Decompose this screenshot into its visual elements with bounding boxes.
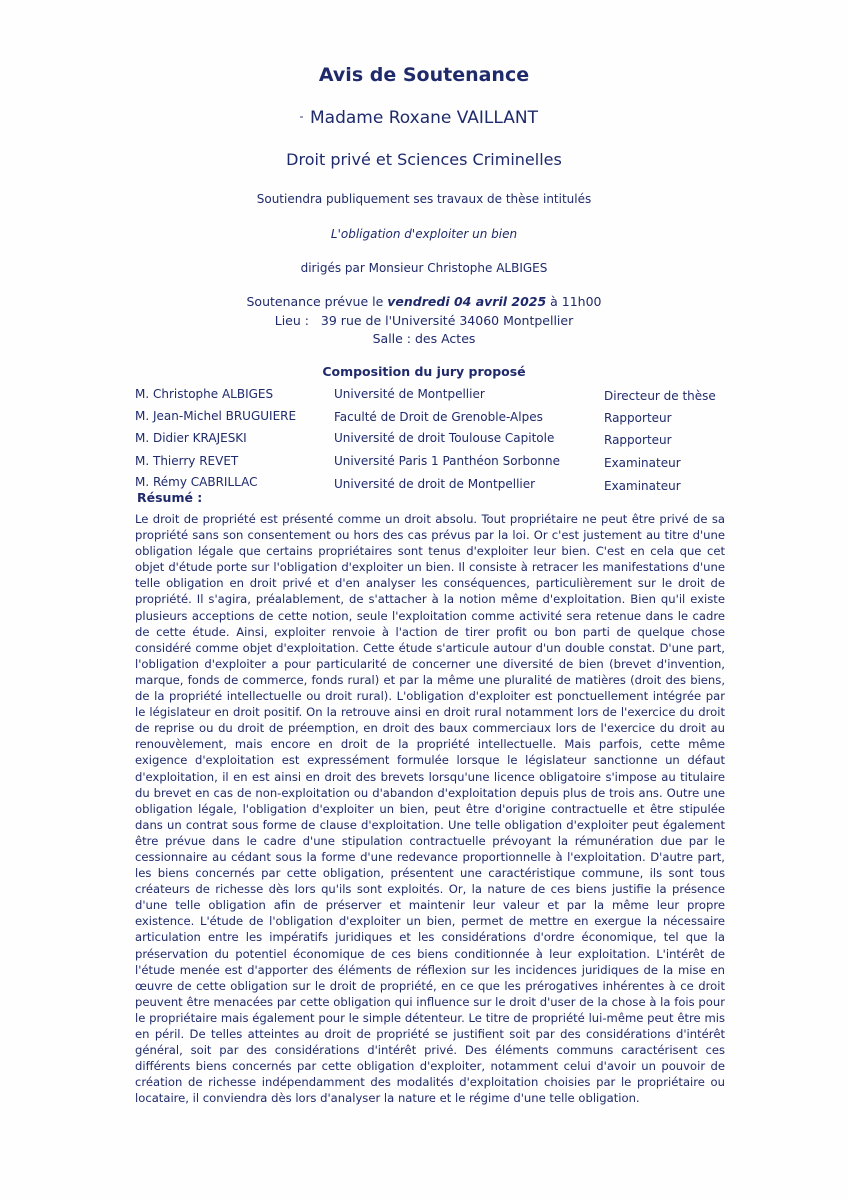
- jury-member-institution: Université de droit Toulouse Capitole: [334, 431, 555, 445]
- jury-member-name: M. Jean-Michel BRUGUIERE: [135, 409, 297, 423]
- jury-member-name: M. Didier KRAJESKI: [135, 431, 247, 445]
- jury-member: [0, 409, 848, 427]
- jury-member-institution: Université de Montpellier: [334, 387, 485, 401]
- jury-member-name: M. Thierry REVET: [135, 454, 239, 468]
- place-label: Lieu :: [274, 313, 309, 328]
- thesis-title: L'obligation d'exploiter un bien: [330, 227, 518, 241]
- place-address: 39 rue de l'Université 34060 Montpellier: [320, 313, 574, 328]
- jury-member: [0, 454, 848, 472]
- schedule-prefix: Soutenance prévue le: [246, 294, 388, 309]
- candidate-name: Madame Roxane VAILLANT: [309, 108, 538, 128]
- defense-room: Salle : des Actes: [372, 331, 476, 346]
- jury-member-role: Rapporteur: [604, 433, 672, 447]
- jury-member-institution: Université de droit de Montpellier: [334, 477, 536, 491]
- jury-member-institution: Faculté de Droit de Grenoble-Alpes: [334, 410, 543, 424]
- jury-member-role: Examinateur: [604, 456, 681, 470]
- jury-member-role: Rapporteur: [604, 411, 672, 425]
- thesis-intro: Soutiendra publiquement ses travaux de thèse intitulés: [256, 192, 592, 206]
- jury-member-role: Directeur de thèse: [604, 389, 716, 403]
- abstract-text: Le droit de propriété est présenté comme un droit absolu. Tout propriétaire ne peut être privé de sa propriété sans son consentement ou hors des cas prévus par la loi. Or c'est justement au titre d'une obligation légale que certains propriétaires sont tenus d'exploiter leur bien. C'est en cela que cet objet d'étude porte sur l'obligation d'exploiter un bien. Il consiste à retracer les manifestations d'une telle obligation en droit privé et d'en analyser les conséquences, particulièrement sur le droit de propriété. Il s'agira, préalablement, de s'attacher à la notion même d'exploitation. Bien qu'il existe plusieurs acceptions de cette notion, seule l'exploitation comme activité sera retenue dans le cadre de cette étude. Ainsi, exploiter renvoie à l'action de tirer profit ou bon parti de quelque chose considéré comme objet d'exploitation. Cette étude s'articule autour d'un double constat. D'une part, l'obligation d'exploiter a pour particularité de concerner une diversité de bien (brevet d'invention, marque, fonds de commerce, fonds rural) et par la même une pluralité de matières (droit des biens, de la propriété intellectuelle ou droit rural). L'obligation d'exploiter est ponctuellement intégrée par le législateur en droit positif. On la retrouve ainsi en droit rural notamment lors de l'exercice du droit de reprise ou du droit de préemption, en droit des baux commerciaux lors de l'exercice du droit au renouvèlement, mais encore en droit de la propriété intellectuelle. Mais parfois, cette même exigence d'exploitation est expressément formulée lorsque le législateur sanctionne un défaut d'exploitation, il en est ainsi en droit des brevets lorsqu'une licence obligatoire s'impose au titulaire du brevet en cas de non-exploitation ou d'abandon d'exploitation depuis plus de trois ans. Outre une obligation légale, l'obligation d'exploiter un bien, peut être d'origine contractuelle et être stipulée dans un contrat sous forme de clause d'exploitation. Une telle obligation d'exploiter peut également être prévue dans le cadre d'une stipulation contractuelle prévoyant la rémunération due par le cessionnaire au cédant sous la forme d'une redevance proportionnelle à l'exploitation. D'autre part, les biens concernés par cette obligation, présentent une caractéristique commune, ils sont tous créateurs de richesse dès lors qu'ils sont exploités. Or, la nature de ces biens justifie la présence d'une telle obligation afin de préserver et maintenir leur valeur et par la même leur propre existence. L'étude de l'obligation d'exploiter un bien, permet de mettre en exergue la nécessaire articulation entre les impératifs juridiques et les considérations d'ordre économique, tel que la préservation du potentiel économique de ces biens conditionnée à leur exploitation. L'intérêt de l'étude menée est d'apporter des éléments de réflexion sur les incidences juridiques de la mise en œuvre de cette obligation sur le droit de propriété, en ce que les prérogatives inhérentes à ce droit peuvent être menacées par cette obligation qui influence sur le droit d'user de la chose à la fois pour le propriétaire mais également pour le simple détenteur. Le titre de propriété lui-même peut être mis en péril. De telles atteintes au droit de propriété se justifient soit par des considérations d'intérêt général, soit par des considérations d'intérêt privé. Des éléments communs caractérisent ces différents biens concernés par cette obligation d'exploiter, notamment celui d'avoir un pouvoir de création de richesse indépendamment des modalités d'exploitation choisies par le propriétaire ou locataire, il conviendra dès lors d'analyser la nature et le régime d'une telle obligation.: [135, 512, 725, 1106]
- defense-schedule: [0, 294, 848, 309]
- schedule-date: vendredi 04 avril 2025: [387, 294, 547, 309]
- defense-place: [0, 313, 848, 328]
- jury-member-name: M. Rémy CABRILLAC: [135, 475, 258, 489]
- schedule-time: à 11h00: [546, 294, 602, 309]
- jury-member: [0, 475, 848, 493]
- jury-member-role: Examinateur: [604, 479, 681, 493]
- discipline: Droit privé et Sciences Criminelles: [286, 150, 562, 169]
- jury-member: [0, 387, 848, 405]
- abstract-label: Résumé :: [137, 490, 203, 505]
- thesis-director: dirigés par Monsieur Christophe ALBIGES: [300, 261, 548, 275]
- jury-member: [0, 431, 848, 449]
- jury-title: Composition du jury proposé: [322, 364, 526, 379]
- document-title: Avis de Soutenance: [318, 64, 530, 86]
- jury-member-institution: Université Paris 1 Panthéon Sorbonne: [334, 454, 561, 468]
- jury-member-name: M. Christophe ALBIGES: [135, 387, 274, 401]
